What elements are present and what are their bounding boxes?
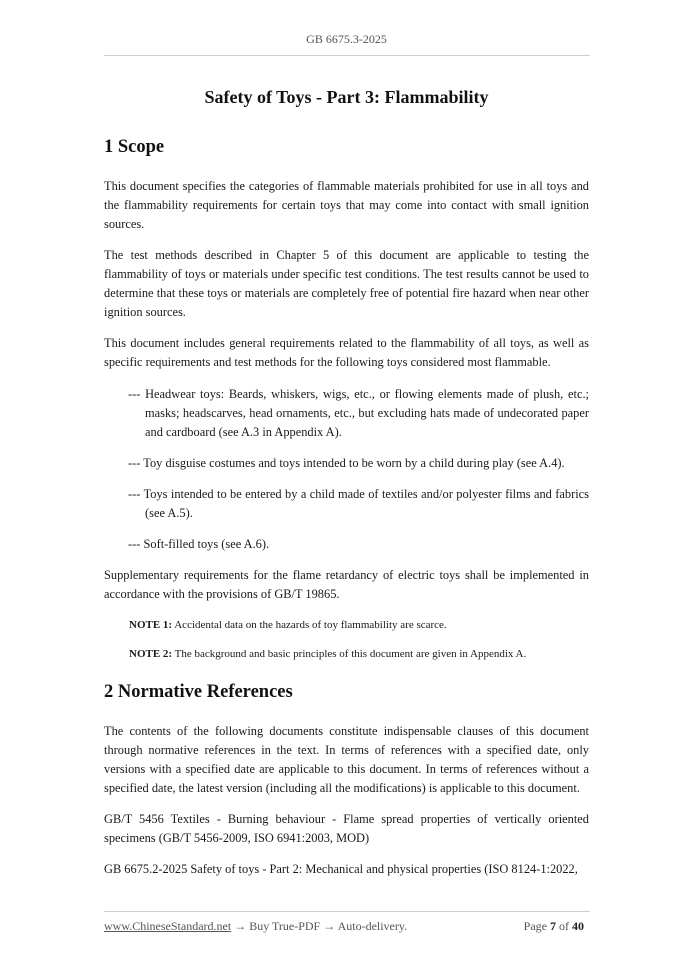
document-body [104,135,589,879]
note-text: The background and basic principles of this document are given in Appendix A. [172,648,527,660]
note-label: NOTE 2: [129,648,173,660]
normative-reference-2: GB 6675.2-2025 Safety of toys - Part 2: Mechanical and physical properties (ISO 8124-1:2022, [104,862,578,876]
normative-reference-1: GB/T 5456 Textiles - Burning behaviour - Flame spread properties of vertically oriented specimens (GB/T 5456-2009, ISO 6941:2003, MOD) [104,812,589,845]
section-heading-normative-references: 2 Normative References [104,682,293,702]
list-item: --- Soft-filled toys (see A.6). [128,537,270,551]
footer-tagline: → Buy True-PDF → Auto-delivery. [231,919,408,933]
page-word: Page [523,919,547,933]
scope-paragraph-4: Supplementary requirements for the flame retardancy of electric toys shall be implemented in accordance with the provisions of GB/T 19865. [104,568,589,601]
scope-paragraph-3: This document includes general requirements related to the flammability of all toys, as well as specific requirements and test methods for the following toys considered most flammable. [104,336,589,369]
note-text: Accidental data on the hazards of toy flammability are scarce. [172,619,447,631]
scope-paragraph-1: This document specifies the categories of flammable materials prohibited for use in all toys and the flammability requirements for certain toys that may come into contact with small ignition sources. [104,179,589,231]
scope-paragraph-2: The test methods described in Chapter 5 of this document are applicable to testing the flammability of toys or materials under specific test conditions. The test results cannot be used to determine that these toys or materials are completely free of potential fire hazard when near other ignition sources. [104,248,589,319]
footer-divider [104,911,590,912]
list-item: --- Toy disguise costumes and toys intended to be worn by a child during play (see A.4). [128,456,565,470]
note-label: NOTE 1: [129,619,173,631]
list-item: --- Toys intended to be entered by a child made of textiles and/or polyester films and fabrics (see A.5). [128,487,589,520]
section-heading-scope: 1 Scope [104,137,165,157]
website-link[interactable]: www.ChineseStandard.net [104,919,232,933]
note-2 [104,646,589,662]
page-total: 40 [572,919,584,933]
page-indicator [524,919,584,934]
note-1 [104,617,589,633]
normative-paragraph-1: The contents of the following documents constitute indispensable clauses of this document through normative references in the text. In terms of references with a specified date, only versions with a specified date are applicable to this document. In terms of references without a specified date, the latest version (including all the modifications) is applicable to this document. [104,724,589,795]
list-item: --- Headwear toys: Beards, whiskers, wigs, etc., or flowing elements made of plush, etc.; masks; headscarves, head ornaments, etc., but excluding hats made of undecorated paper and cardboard (see A.3 in Appendix A). [128,387,589,439]
of-word: of [559,919,569,933]
running-header: GB 6675.3-2025 [306,32,387,46]
running-footer [104,919,590,934]
document-title: Safety of Toys - Part 3: Flammability [204,87,489,107]
page-number: 7 [550,919,556,933]
header-divider [104,55,590,56]
